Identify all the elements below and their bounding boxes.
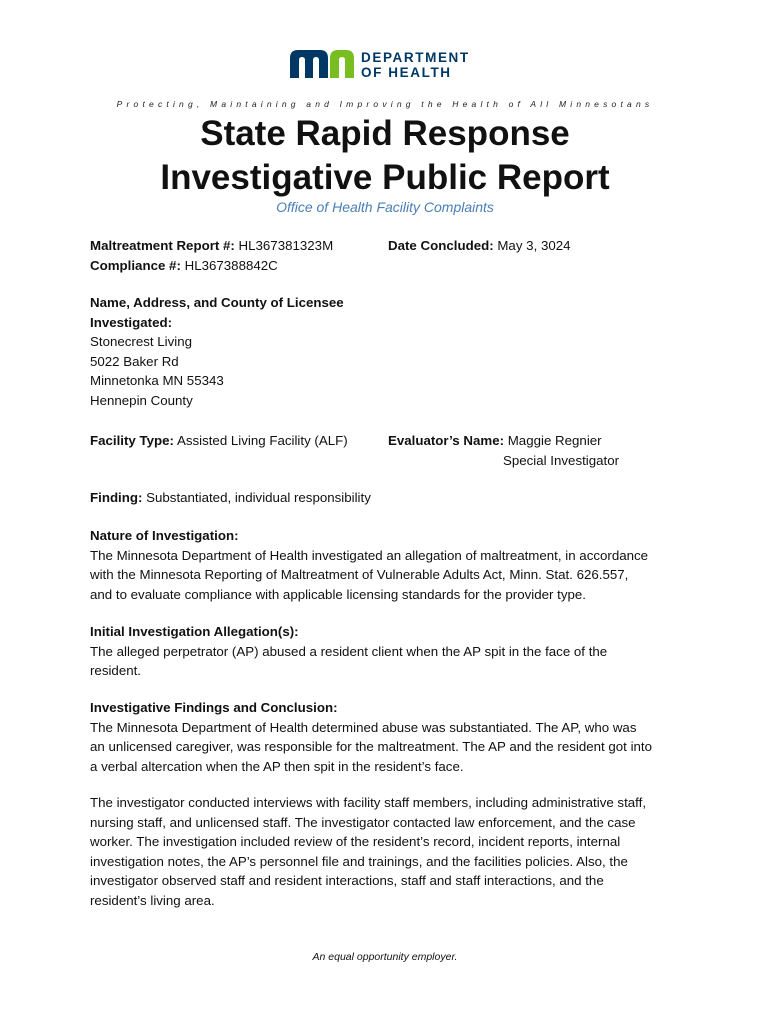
compliance-value: HL367388842C (184, 257, 278, 273)
licensee-county: Hennepin County (90, 392, 193, 408)
evaluator-block (388, 431, 688, 470)
date-concluded-row (388, 236, 688, 256)
finding-label: Finding: (90, 490, 143, 505)
maltreatment-report-label: Maltreatment Report #: (90, 238, 235, 253)
mdh-logo (290, 48, 490, 82)
compliance-label: Compliance #: (90, 257, 181, 273)
finding-value: Substantiated, individual responsibility (146, 490, 371, 505)
findings-line: an unlicensed caregiver, was responsible for the maltreatment. The AP and the resident got into (90, 739, 653, 754)
evaluator-name: Maggie Regnier (507, 433, 602, 448)
logo-wordmark (361, 50, 470, 80)
nature-line: with the Minnesota Reporting of Maltreatment of Vulnerable Adults Act, Minn. Stat. 626.557, (90, 567, 629, 582)
findings-line: The Minnesota Department of Health determined abuse was substantiated. The AP, who was (90, 719, 637, 735)
tagline: Protecting, Maintaining and Improving the Health of All Minnesotans (116, 99, 654, 109)
allegation-heading: Initial Investigation Allegation(s): (90, 624, 299, 639)
page-subtitle: Office of Health Facility Complaints (276, 199, 494, 215)
report-numbers (90, 236, 390, 275)
logo-line-of-health: OF HEALTH (361, 65, 452, 80)
page-title (0, 112, 770, 200)
maltreatment-report-value: HL367381323M (238, 238, 334, 253)
footer-eoe: An equal opportunity employer. (312, 951, 458, 963)
evaluator-title: Special Investigator (503, 452, 620, 468)
investigation-section (90, 793, 690, 910)
allegation-section (90, 622, 690, 681)
nature-line: and to evaluate compliance with applicable licensing standards for the provider type. (90, 586, 586, 602)
findings-heading: Investigative Findings and Conclusion: (90, 700, 338, 715)
nature-heading: Nature of Investigation: (90, 528, 239, 543)
licensee-name: Stonecrest Living (90, 334, 192, 349)
maltreatment-report-row (90, 236, 390, 256)
licensee-block (90, 293, 410, 410)
facility-type-value: Assisted Living Facility (ALF) (176, 433, 348, 448)
allegation-line: The alleged perpetrator (AP) abused a resident client when the AP spit in the face of the (90, 643, 608, 659)
nature-line: The Minnesota Department of Health investigated an allegation of maltreatment, in accordance (90, 547, 649, 563)
investigation-line: investigator observed staff and resident interactions, staff and staff interactions, and the (90, 873, 604, 888)
logo-line-department: DEPARTMENT (361, 50, 470, 65)
licensee-heading-2: Investigated: (90, 314, 173, 330)
investigation-line: investigation notes, the AP’s personnel file and trainings, and the facilities policies. Also, the (90, 853, 628, 869)
licensee-city: Minnetonka MN 55343 (90, 373, 224, 388)
investigation-line: nursing staff, and unlicensed staff. The investigator contacted law enforcement, and the case (90, 814, 636, 830)
compliance-row (90, 256, 390, 276)
date-concluded-value: May 3, 3024 (497, 238, 571, 253)
facility-type-label: Facility Type: (90, 433, 174, 448)
title-line-1: State Rapid Response (200, 114, 570, 153)
allegation-line: resident. (90, 663, 141, 678)
licensee-street: 5022 Baker Rd (90, 353, 179, 369)
nature-section (90, 526, 690, 604)
investigation-line: The investigator conducted interviews with facility staff members, including administrative staff, (90, 795, 647, 810)
investigation-line: resident’s living area. (90, 892, 215, 908)
finding-row (90, 488, 690, 508)
findings-section (90, 698, 690, 776)
findings-line: a verbal altercation when the AP then spit in the resident’s face. (90, 758, 464, 774)
licensee-heading-1: Name, Address, and County of Licensee (90, 295, 344, 310)
mn-logo-mark-icon (290, 48, 356, 78)
title-line-2: Investigative Public Report (160, 158, 610, 197)
investigation-line: worker. The investigation included review of the resident’s record, incident reports, internal (90, 834, 621, 849)
date-concluded-label: Date Concluded: (388, 238, 494, 253)
evaluator-label: Evaluator’s Name: (388, 433, 505, 448)
facility-type-row (90, 431, 390, 451)
evaluator-row (388, 431, 688, 451)
